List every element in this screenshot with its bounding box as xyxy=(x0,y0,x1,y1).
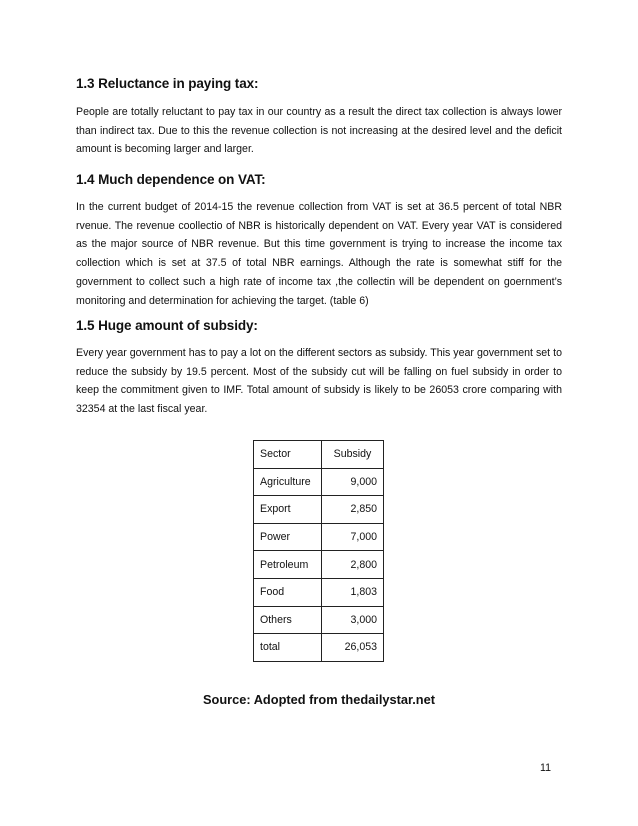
table-cell-sector: Export xyxy=(254,496,322,524)
page-number: 11 xyxy=(540,762,551,774)
section-heading-1-4: 1.4 Much dependence on VAT: xyxy=(76,172,266,187)
table-cell-subsidy: 3,000 xyxy=(322,606,384,634)
section-heading-1-5: 1.5 Huge amount of subsidy: xyxy=(76,318,258,333)
section-heading-1-3: 1.3 Reluctance in paying tax: xyxy=(76,76,259,91)
table-cell-subsidy: 7,000 xyxy=(322,523,384,551)
table-row xyxy=(254,578,384,606)
table-cell-sector: Petroleum xyxy=(254,551,322,579)
section-body-1-4: In the current budget of 2014-15 the revenue collection from VAT is set at 36.5 percent of total NBR rvenue. The revenue coollectio of NBR is historically dependent on VAT. Every year VAT is considered as the major source of NBR revenue. But this time government is trying to increase the income tax collection which is set at 37.5 of total NBR earnings. Although the rate is somewhat stiff for the government to collect such a high rate of income tax ,the collectin will be dependent on goernment’s monitoring and determination for achieving the target. (table 6) xyxy=(76,201,562,307)
subsidy-table xyxy=(253,440,384,662)
table-cell-sector: Others xyxy=(254,606,322,634)
table-cell-sector: total xyxy=(254,634,322,662)
table-cell-sector: Food xyxy=(254,578,322,606)
table-row xyxy=(254,468,384,496)
table-cell-subsidy: 2,800 xyxy=(322,551,384,579)
table-cell-sector: Power xyxy=(254,523,322,551)
table-row xyxy=(254,606,384,634)
section-body-1-3: People are totally reluctant to pay tax in our country as a result the direct tax collection is always lower than indirect tax. Due to this the revenue collection is not increasing at the desired level and the deficit amount is becoming larger and larger. xyxy=(76,106,562,156)
table-header-sector: Sector xyxy=(254,441,322,469)
source-caption: Source: Adopted from thedailystar.net xyxy=(202,692,436,707)
table-total-row xyxy=(254,634,384,662)
table-cell-subsidy: 1,803 xyxy=(322,578,384,606)
table-cell-subsidy: 9,000 xyxy=(322,468,384,496)
section-body-1-5: Every year government has to pay a lot on the different sectors as subsidy. This year government set to reduce the subsidy by 19.5 percent. Most of the subsidy cut will be falling on fuel subsidy in order to keep the commitment given to IMF. Total amount of subsidy is likely to be 26053 crore comparing with 32354 at the last fiscal year. xyxy=(76,347,562,416)
table-cell-subsidy: 26,053 xyxy=(322,634,384,662)
table-header-subsidy: Subsidy xyxy=(322,441,384,469)
table-row xyxy=(254,496,384,524)
table-row xyxy=(254,551,384,579)
table-header-row xyxy=(254,441,384,469)
table-cell-sector: Agriculture xyxy=(254,468,322,496)
table-row xyxy=(254,523,384,551)
table-cell-subsidy: 2,850 xyxy=(322,496,384,524)
